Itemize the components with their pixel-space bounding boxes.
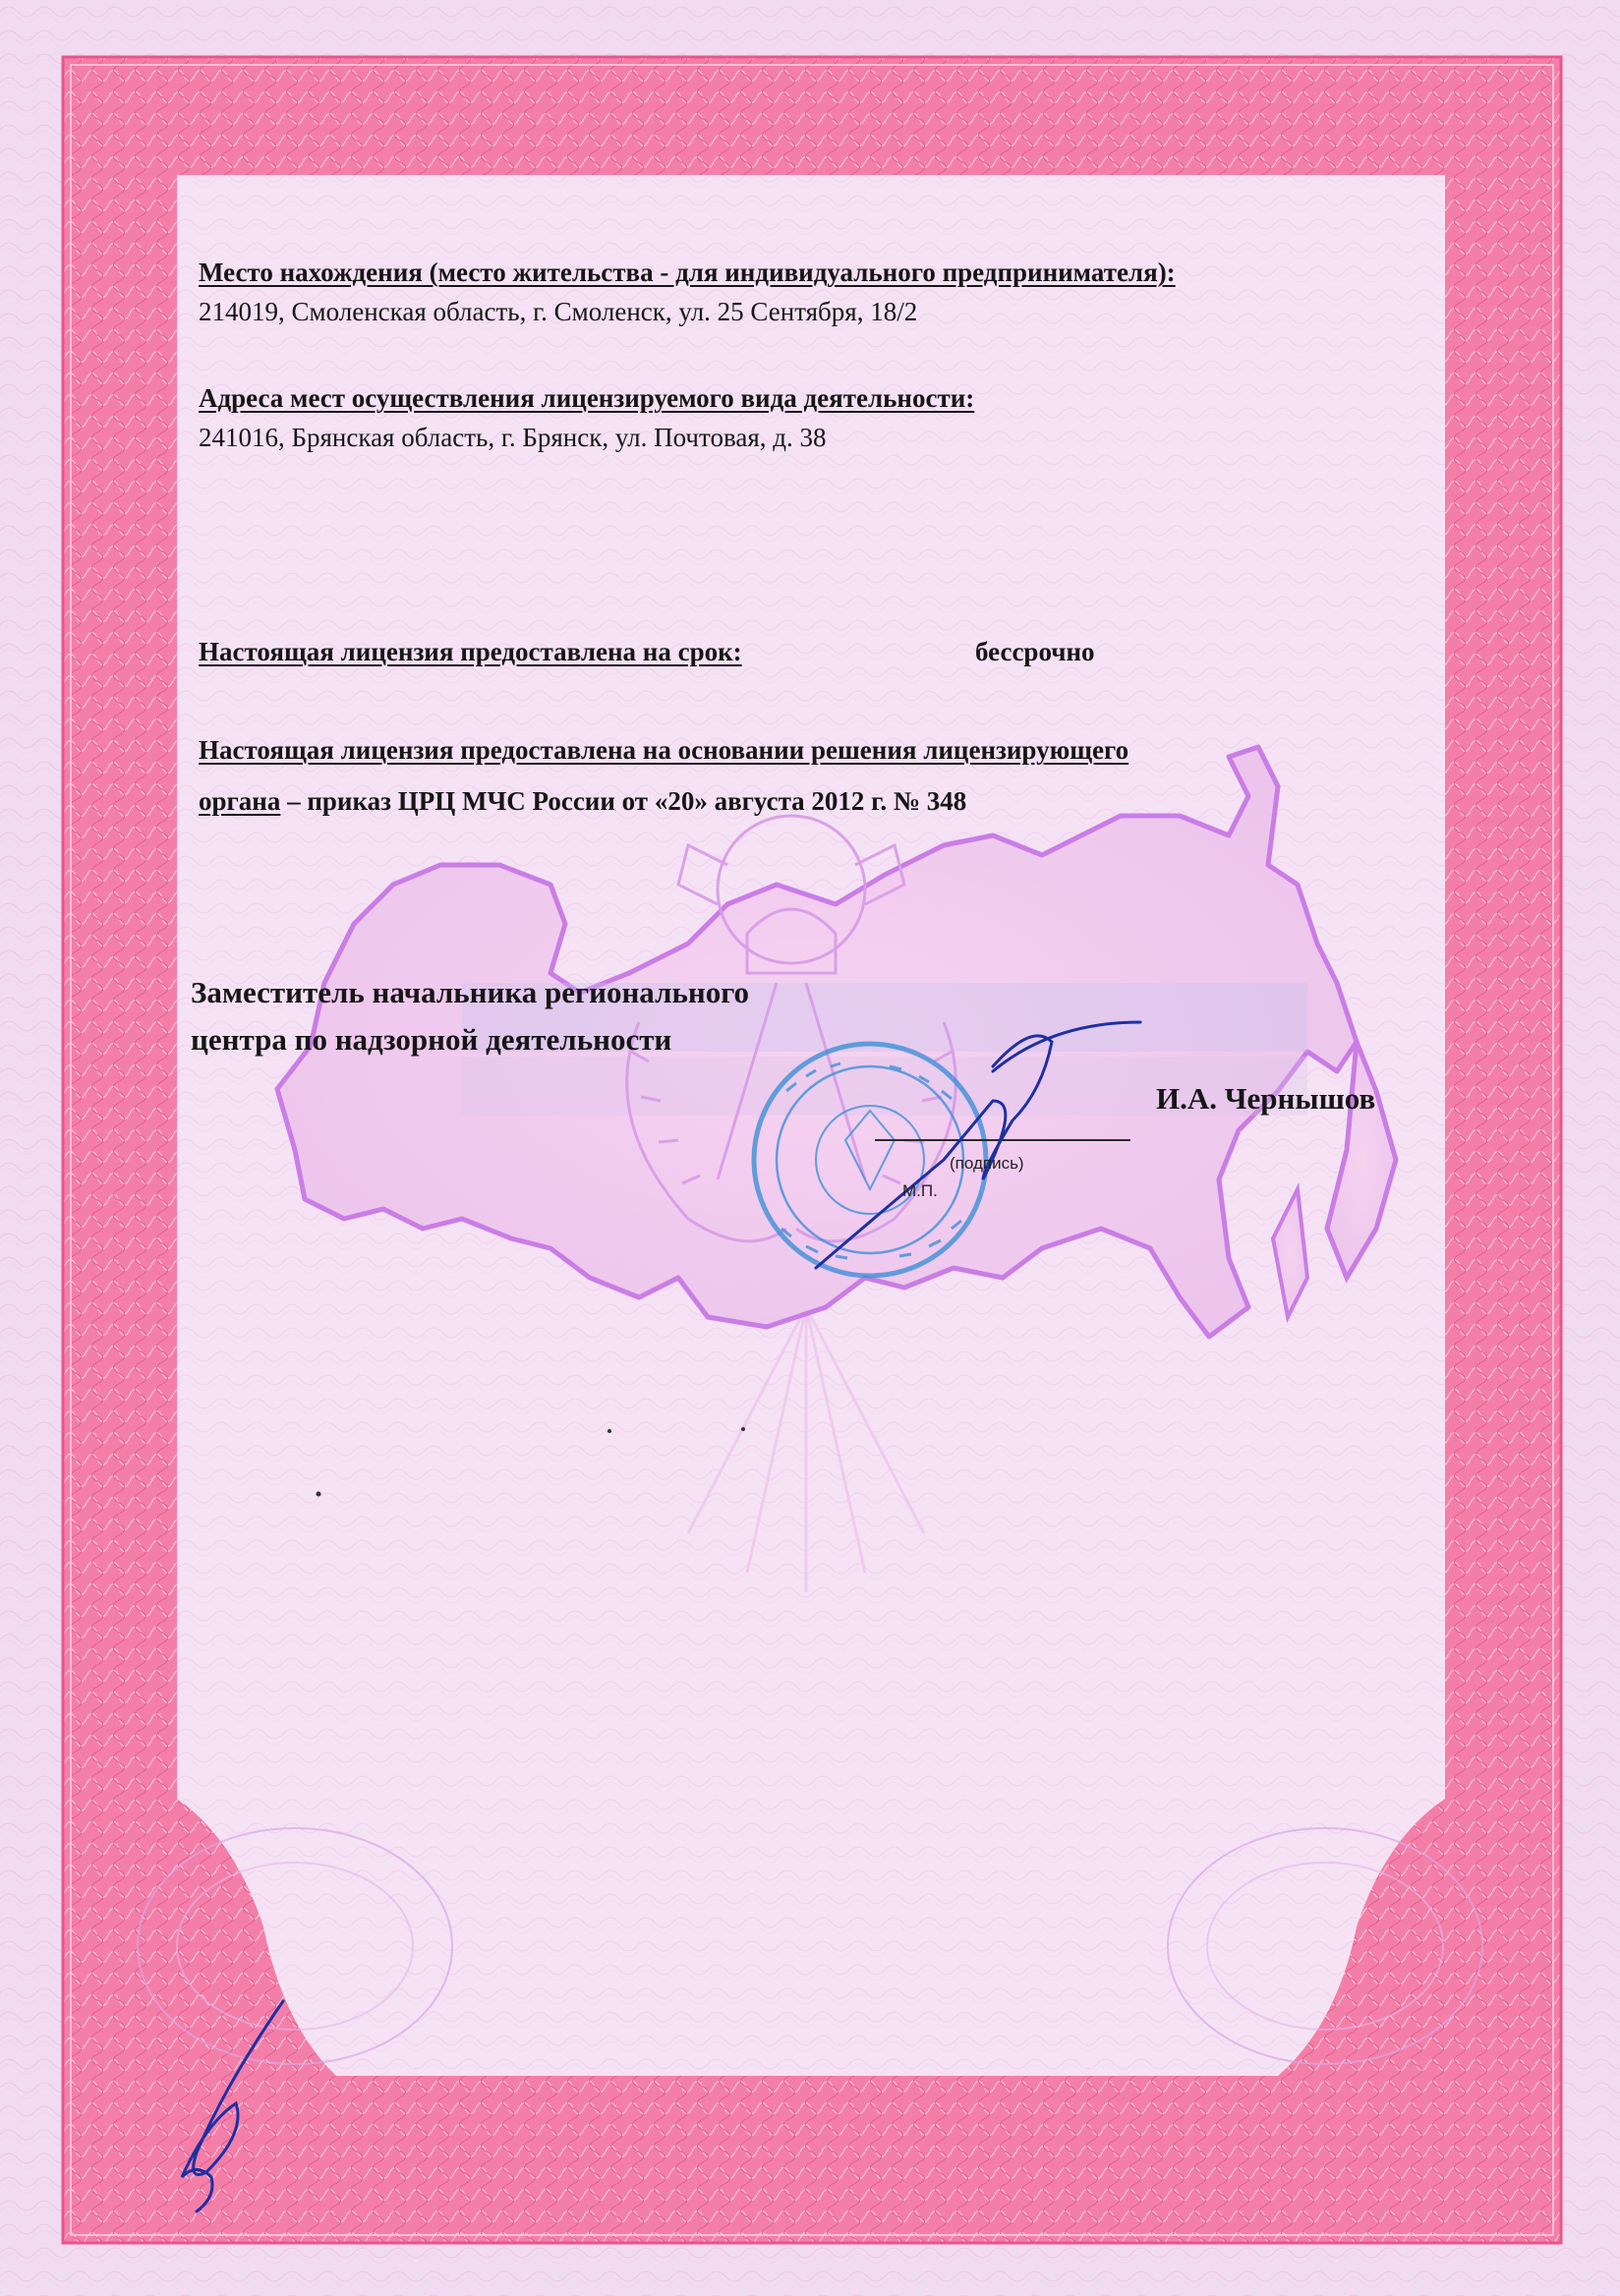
- term-label: Настоящая лицензия предоставлена на срок:: [199, 637, 742, 666]
- signatory-name: И.А. Чернышов: [1156, 1081, 1376, 1116]
- location-value: 214019, Смоленская область, г. Смоленск, ул. 25 Сентября, 18/2: [199, 297, 918, 326]
- basis-value: – приказ ЦРЦ МЧС России от «20» августа 2012 г. № 348: [280, 786, 967, 816]
- term-value: бессрочно: [975, 637, 1095, 666]
- activity-address-label: Адреса мест осуществления лицензируемого вида деятельности:: [199, 383, 975, 413]
- signatory-title-line1: Заместитель начальника регионального: [191, 975, 750, 1009]
- basis-label-line2: органа: [199, 786, 281, 816]
- signature-caption: (подпись): [950, 1154, 1024, 1173]
- basis-label-line1: Настоящая лицензия предоставлена на основании решения лицензирующего: [199, 735, 1129, 765]
- basis-line2: [199, 786, 966, 817]
- signatory-title-line2: центра по надзорной деятельности: [191, 1022, 672, 1057]
- seal-caption: М.П.: [902, 1181, 938, 1200]
- location-label: Место нахождения (место жительства - для индивидуального предпринимателя):: [199, 258, 1176, 287]
- activity-address-value: 241016, Брянская область, г. Брянск, ул. Почтовая, д. 38: [199, 423, 827, 452]
